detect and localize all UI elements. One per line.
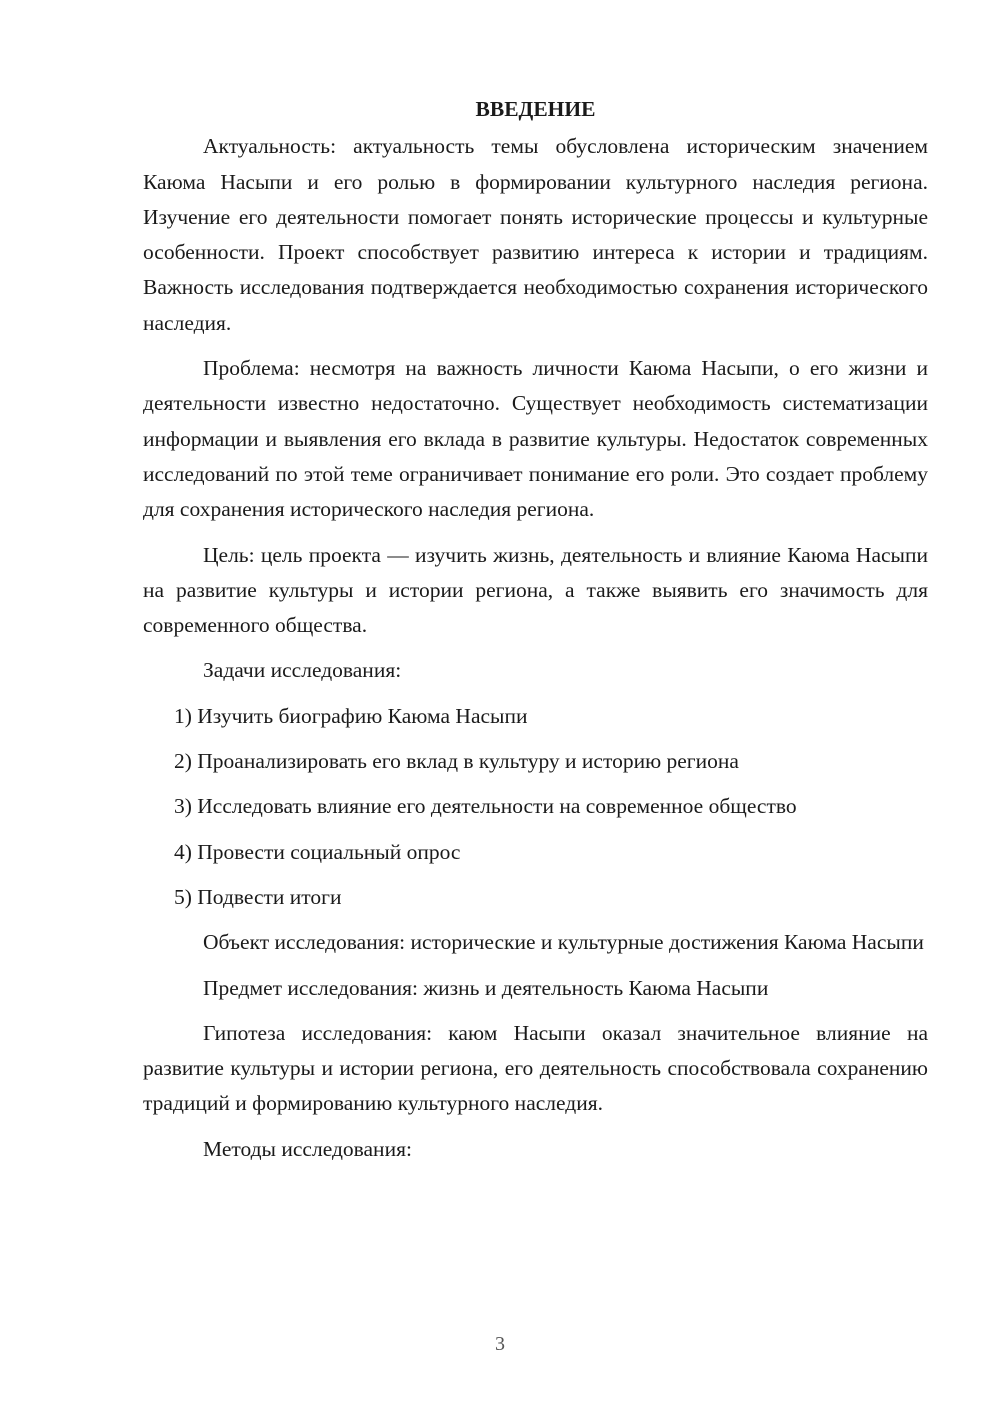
- list-item: 2) Проанализировать его вклад в культуру и историю региона: [174, 749, 739, 774]
- list-item: 1) Изучить биографию Каюма Насыпи: [174, 703, 528, 728]
- tasks-list: [143, 699, 928, 915]
- goal-paragraph: Цель: цель проекта — изучить жизнь, деятельность и влияние Каюма Насыпи на развитие культуры и истории региона, а также выявить его значимость для современного общества.: [143, 542, 928, 638]
- list-item: 3) Исследовать влияние его деятельности на современное общество: [174, 794, 797, 819]
- list-item: 5) Подвести итоги: [174, 884, 342, 909]
- relevance-paragraph: Актуальность: актуальность темы обусловлена историческим значением Каюма Насыпи и его ролью в формировании культурного наследия региона. Изучение его деятельности помогает понять исторические процессы и культурные особенности. Проект способствует развитию интереса к истории и традициям. Важность исследования подтверждается необходимостью сохранения исторического наследия.: [143, 134, 928, 335]
- page-number: 3: [495, 1333, 505, 1355]
- tasks-heading: Задачи исследования:: [203, 658, 402, 683]
- methods-heading: Методы исследования:: [203, 1136, 412, 1161]
- page-content: [143, 92, 928, 1177]
- hypothesis-paragraph: Гипотеза исследования: каюм Насыпи оказал значительное влияние на развитие культуры и истории региона, его деятельность способствовала сохранению традиций и формированию культурного наследия.: [143, 1020, 928, 1116]
- object-paragraph: Объект исследования: исторические и культурные достижения Каюма Насыпи: [203, 930, 924, 955]
- problem-paragraph: Проблема: несмотря на важность личности Каюма Насыпи, о его жизни и деятельности известно недостаточно. Существует необходимость систематизации информации и выявления его вклада в развитие культуры. Недостаток современных исследований по этой теме ограничивает понимание его роли. Это создает проблему для сохранения исторического наследия региона.: [143, 356, 928, 522]
- section-title: ВВЕДЕНИЕ: [475, 97, 596, 121]
- list-item: 4) Провести социальный опрос: [174, 839, 461, 864]
- subject-paragraph: Предмет исследования: жизнь и деятельность Каюма Насыпи: [203, 975, 769, 1000]
